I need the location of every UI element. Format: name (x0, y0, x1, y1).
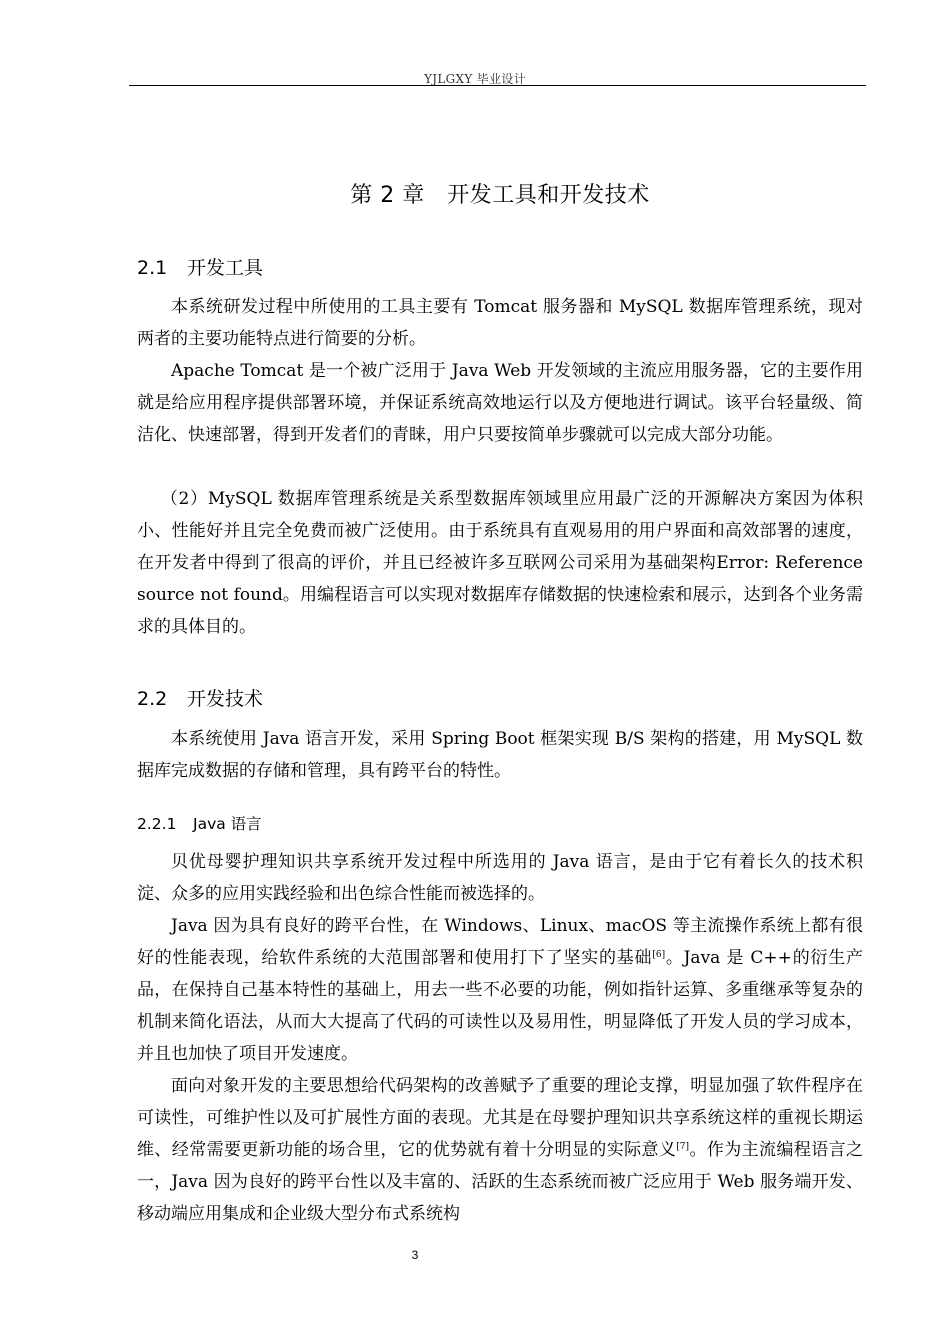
subsection-heading-2-2-1 (137, 812, 262, 834)
paragraph: 本系统研发过程中所使用的工具主要有 Tomcat 服务器和 MySQL 数据库管理系统，现对两者的主要功能特点进行简要的分析。 (137, 297, 863, 349)
citation-7: [7] (676, 1142, 690, 1152)
citation-6: [6] (652, 950, 666, 960)
page-header: YJLGXY 毕业设计 (424, 72, 526, 86)
section-heading-2-2 (137, 684, 263, 711)
section-heading-2-1 (137, 253, 263, 280)
page-number: 3 (411, 1248, 419, 1262)
section-title: 开发工具 (187, 257, 264, 279)
paragraph (137, 1070, 863, 1230)
paragraph (137, 910, 863, 1070)
paragraph: 本系统使用 Java 语言开发，采用 Spring Boot 框架实现 B/S 架构的搭建，用 MySQL 数据库完成数据的存储和管理，具有跨平台的特性。 (137, 729, 863, 781)
section-number: 2.2 (137, 688, 168, 710)
chapter-title: 第 2 章 开发工具和开发技术 (350, 183, 650, 208)
header-rule (129, 85, 866, 86)
paragraph-text: Java 因为具有良好的跨平台性，在 Windows、Linux、macOS 等主流操作系统上都有很好的性能表现，给软件系统的大范围部署和使用打下了坚实的基础 (137, 916, 863, 968)
section-number: 2.1 (137, 257, 168, 279)
section-title: 开发技术 (187, 688, 264, 710)
paragraph: 贝优母婴护理知识共享系统开发过程中所选用的 Java 语言，是由于它有着长久的技术积淀、众多的应用实践经验和出色综合性能而被选择的。 (137, 852, 863, 904)
paragraph-text: 。Java 是 C++的衍生产品，在保持自己基本特性的基础上，用去一些不必要的功能，例如指针运算、多重继承等复杂的机制来简化语法，从而大大提高了代码的可读性以及易用性，明显降低了开发人员的学习成本，并且也加快了项目开发速度。 (137, 948, 863, 1064)
paragraph: （2）MySQL 数据库管理系统是关系型数据库领域里应用最广泛的开源解决方案因为体积小、性能好并且完全免费而被广泛使用。由于系统具有直观易用的用户界面和高效部署的速度，在开发者中得到了很高的评价，并且已经被许多互联网公司采用为基础架构Error: Reference source not found。用编程语言可以实现对数据库存储数据的快速检索和展示，达到各个业务需求的具体目的。 (137, 489, 863, 637)
paragraph-text: 面向对象开发的主要思想给代码架构的改善赋予了重要的理论支撑，明显加强了软件程序在可读性，可维护性以及可扩展性方面的表现。尤其是在母婴护理知识共享系统这样的重视长期运维、经常需要更新功能的场合里，它的优势就有着十分明显的实际意义 (137, 1076, 863, 1160)
paragraph: Apache Tomcat 是一个被广泛用于 Java Web 开发领域的主流应用服务器，它的主要作用就是给应用程序提供部署环境，并保证系统高效地运行以及方便地进行调试。该平台轻量级、简洁化、快速部署，得到开发者们的青睐，用户只要按简单步骤就可以完成大部分功能。 (137, 361, 863, 445)
paragraph-text: 。作为主流编程语言之一，Java 因为良好的跨平台性以及丰富的、活跃的生态系统而被广泛应用于 Web 服务端开发、移动端应用集成和企业级大型分布式系统构 (137, 1140, 864, 1224)
subsection-title: Java 语言 (193, 815, 262, 833)
subsection-number: 2.2.1 (137, 815, 177, 833)
